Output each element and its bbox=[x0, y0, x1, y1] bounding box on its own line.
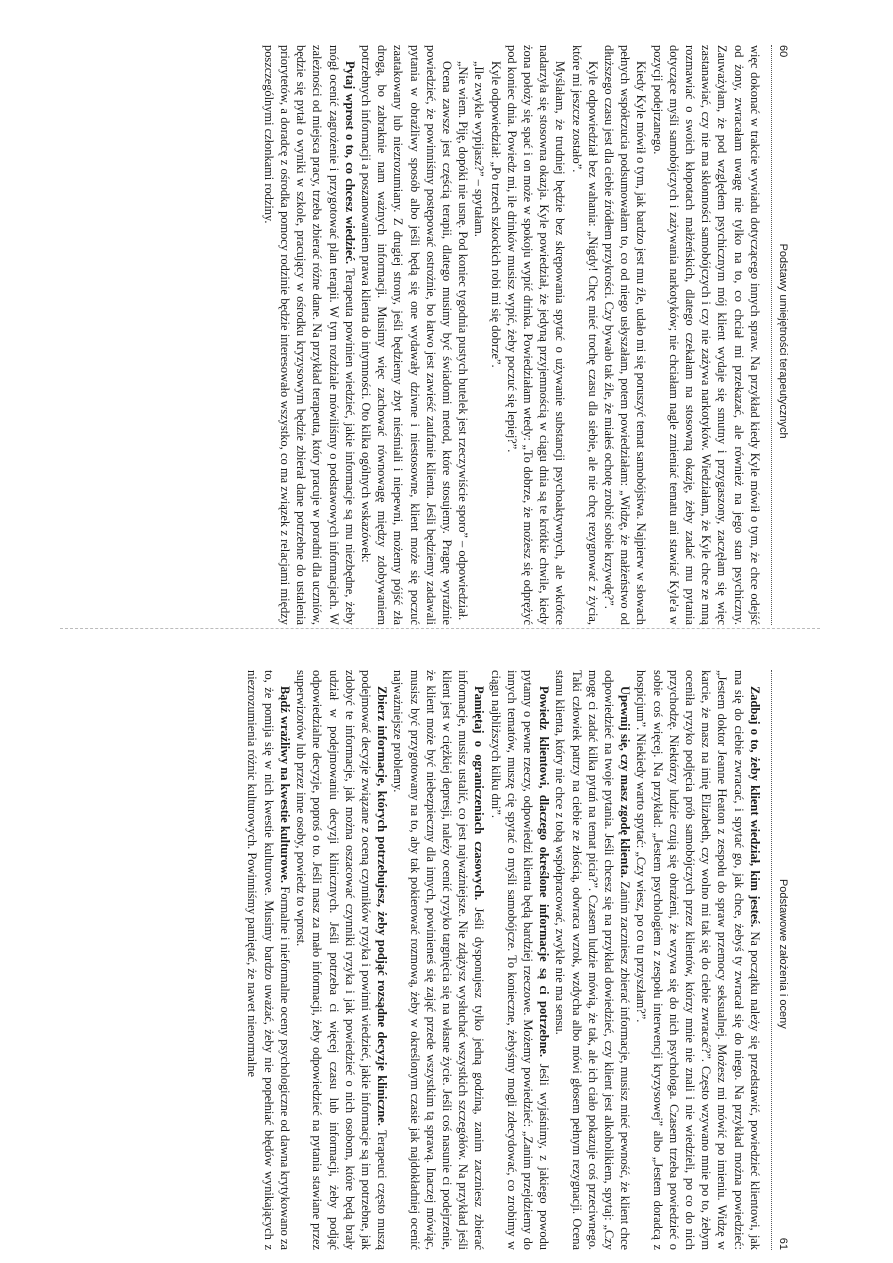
paragraph-text: Myślałam, że trudniej będzie bez skrępowania spytać o używanie substancji psychoaktywnych, ale wkrótce nadarzyła się stosowna okazja. Kyle powiedział, że jedyną przyjemnością w ciągu dnia są te krótkie chwile, kiedy żona położy się spać i on może w spokoju wypić drinka. Powiedziałam wtedy: „To dobrze, że możesz się odprężyć pod koniec dnia. Powiedz mi, ile drinków musisz wypić, żeby poczuć się lepiej?”. bbox=[504, 45, 568, 625]
paragraph-text: Terapeuta powinien wiedzieć, jakie informacje są mu niezbędne, żeby mógł ocenić zagrożenie i przygotować plan terapii. W tym rozdziale mówiliśmy o podstawowych informacjach. W zależności od miejsca pracy, trzeba zbierać różne dane. Na przykład terapeuta, który pracuje w poradni dla uczniów, będzie się pytał o wyniki w szkole, pracujący w ośrodku kryzysowym będzie zbierał dane potrzebne do ustalenia priorytetów, a doradcę z ośrodka pomocy rodzinie będzie interesowało wszystko, co ma związek z relacjami między poszczególnymi członkami rodziny. bbox=[261, 45, 357, 625]
paragraph-text: Na początku należy się przedstawić, powiedzieć klientowi, jak ma się do ciebie zwracać, i spytać go, jak chce, żebyś ty zwracał się do niego. Na przykład można powiedzieć: „Jestem doktor Jeanne Heaton z zespołu do spraw przemocy seksualnej. Możesz mi mówić po imieniu. Widzę w karcie, że masz na imię Elizabeth, czy wolno mi tak się do ciebie zwracać?”. Często wzywano mnie po to, żebym oceniła ryzyko podjęcia prób samobójczych przez klientów, którzy mnie nie znali i nie wiedzieli, po co do nich przychodzę. Niektórzy ludzie czują się obrażeni, że wzywa się do nich psychologa. Czasem trzeba powiedzieć o sobie coś więcej. Na przykład: „Jestem psychologiem z zespołu interwencji kryzysowej” albo „Jestem doradcą z hospicjum”. Niekiedy warto spytać: „Czy wiesz, po co tu przyszłam?”. bbox=[634, 670, 762, 1250]
paragraph-heading: Upewnij się, czy masz zgodę klienta. bbox=[618, 686, 633, 878]
paragraph bbox=[390, 670, 487, 1250]
paragraph-heading: Zadbaj o to, żeby klient wiedział, kim jesteś. bbox=[747, 686, 762, 928]
paragraph-heading: Powiedz klientowi, dlaczego określone informacje są ci potrzebne. bbox=[537, 686, 552, 1058]
paragraph bbox=[244, 670, 293, 1250]
page-divider bbox=[60, 628, 820, 631]
paragraph bbox=[568, 45, 600, 625]
paragraph bbox=[293, 670, 390, 1250]
paragraph-text: Kyle odpowiedział: „Po trzech szkockich robi mi się dobrze”. bbox=[488, 61, 503, 368]
running-head-title: Podstawy umiejętności terapeutycznych bbox=[777, 243, 789, 439]
paragraph-text: więc dokonać w trakcie wywiadu dotyczącego innych spraw. Na przykład kiedy Kyle mówił o tym, że chce odejść od żony, zwracałam uwagę nie tylko na to, co chciał mi przekazać, ale również na jego stan psychiczny. Zauważyłam, że pod względem psychicznym mój klient wydaje się smutny i przygaszony, zaczęłam się więc zastanawiać, czy nie ma skłonności samobójczych i czy nie zażywa narkotyków. Wiedziałam, że Kyle chce ze mną rozmawiać o swoich kłopotach małżeńskich, dlatego czekałam na stosowną okazję, żeby zadać mu pytania dotyczące myśli samobójczych i zażywania narkotyków; nie chciałam nagle zmieniać tematu ani stawiać Kyle'a w pozycji podejrzanego. bbox=[650, 45, 762, 625]
paragraph-text: Zanim zaczniesz zbierać informacje, musisz mieć pewność, że klient chce odpowiedzieć na twoje pytania. Jeśli chcesz się na przykład dowiedzieć, czy klient jest alkoholikiem, spytaj: „Czy mogę ci zadać kilka pytań na temat picia?”. Czasem ludzie mówią, że tak, ale ich ciało pokazuje coś przeciwnego. Taki człowiek patrzy na ciebie ze złością, odwraca wzrok, wzdycha albo mówi głosem pełnym rezygnacji. Ocena stanu klienta, który nie chce z tobą współpracować, zwykle nie ma sensu. bbox=[553, 670, 633, 1250]
paragraph bbox=[552, 670, 633, 1250]
paragraph bbox=[504, 45, 569, 625]
paragraph bbox=[649, 45, 762, 625]
paragraph-heading: Zbierz informacje, których potrzebujesz, żeby podjąć rozsądne decyzje kliniczne. bbox=[375, 686, 390, 1126]
page-body bbox=[261, 45, 763, 625]
book-page-61 bbox=[41, 670, 791, 1250]
paragraph bbox=[487, 670, 552, 1250]
paragraph bbox=[487, 45, 503, 625]
running-head bbox=[771, 45, 791, 625]
paragraph-text: Jeśli wyjaśnimy, z jakiego powodu pytamy o pewne rzeczy, odpowiedzi klienta będą bardziej rzeczowe. Możemy powiedzieć: „Zanim przejdziemy do innych tematów, muszę cię spytać o myśli samobójcze. To konieczne, żebyśmy mogli zdecydować, co zrobimy w ciągu najbliższych kilku dni”. bbox=[488, 670, 552, 1250]
paragraph bbox=[633, 670, 763, 1250]
paragraph-text: Kiedy Kyle mówił o tym, jak bardzo jest mu źle, udało mi się poruszyć temat samobójstwa. Najpierw w słowach pełnych współczucia podsumowałam to, co od niego usłyszałam, potem powiedziałam: „Widzę, że małżeństwo od dłuższego czasu jest dla ciebie źródłem przykrości. Czy bywało tak źle, że miałeś ochotę zrobić sobie krzywdę?”. bbox=[601, 45, 649, 625]
paragraph-text: Kyle odpowiedział bez wahania: „Nigdy! Chcę mieć trochę czasu dla siebie, ale nie chcę rezygnować z życia, które mi jeszcze zostało”. bbox=[569, 45, 600, 625]
paragraph-text: Terapeuci często muszą podejmować decyzje związane z oceną czynników ryzyka i powinni wiedzieć, jakie informacje są im potrzebne, jak zdobyć te informacje, jak można oszacować czynniki ryzyka i jak powiedzieć o nich osobom, które będą brały udział w podejmowaniu decyzji klinicznych. Jeśli potrzeba ci więcej czasu lub informacji, żeby podjąć odpowiedzialne decyzje, poproś o to. Jeśli masz za mało informacji, żeby odpowiedzieć na pytania stawiane przez superwizorów lub przez inne osoby, powiedz to wprost. bbox=[294, 670, 390, 1250]
paragraph bbox=[455, 45, 471, 625]
paragraph-text: Ocena zawsze jest częścią terapii, dlatego musimy być świadomi metod, które stosujemy. Pragnę wyraźnie powiedzieć, że powinniśmy postępować ostrożnie, bo łatwo jest zawieść zaufanie klienta. Jeśli będziemy zadawali pytania w obraźliwy sposób albo jeśli będą się one wydawały dziwne i niestosowne, klient może się poczuć zaatakowany lub niezrozumiany. Z drugiej strony, jeśli będziemy zbyt nieśmiali i niepewni, możemy pójść zła drogą, bo zabraknie nam ważnych informacji. Musimy więc zachować równowagę między zdobywaniem potrzebnych informacji a poszanowaniem prawa klienta do intymności. Oto kilka ogólnych wskazówek: bbox=[358, 45, 454, 625]
paragraph-heading: Pytaj wprost o to, co chcesz wiedzieć. bbox=[342, 61, 357, 265]
paragraph-text: Jeśli dysponujesz tylko jedną godziną, zanim zaczniesz zbierać informacje, musisz ustalić, co jest najważniejsze. Nie zdążysz wysłuchać wszystkich szczegółów. Na przykład jeśli klient jest w ciężkiej depresji, należy ocenić ryzyko targnięcia się na własne życie. Jeśli coś nasunie ci podejrzenie, że klient może być niebezpieczny dla innych, powinieneś się zająć przede wszystkim tą sprawą. Inaczej mówiąc, musisz być przygotowany na to, aby tak pokierować rozmową, żeby w określonym czasie jak najdokładniej ocenić najważniejsze problemy. bbox=[391, 670, 487, 1250]
page-number: 60 bbox=[777, 45, 789, 58]
page-number: 61 bbox=[777, 1237, 789, 1250]
paragraph bbox=[358, 45, 455, 625]
paragraph-heading: Pamiętaj o ograniczeniach czasowych. bbox=[472, 686, 487, 901]
running-head bbox=[771, 670, 791, 1250]
paragraph bbox=[261, 45, 358, 625]
paragraph-text: Formalne i nieformalne oceny psychologiczne od dawna krytykowano za to, że pomija się w nich kwestie kulturowe. Musimy bardzo uważać, żeby nie popełniać błędów wynikających z niezrozumienia różnic kulturowych. Powinniśmy pamiętać, że nawet nienormalne bbox=[245, 670, 292, 1250]
paragraph bbox=[471, 45, 487, 625]
paragraph-heading: Bądź wrażliwy na kwestie kulturowe. bbox=[277, 686, 292, 884]
page-body bbox=[244, 670, 763, 1250]
running-head-title: Podstawowe założenia i oceny bbox=[777, 878, 789, 1029]
paragraph-text: „Ile zwykle wypijasz?” – spytałam. bbox=[472, 61, 487, 237]
paragraph bbox=[601, 45, 650, 625]
book-page-60 bbox=[41, 45, 791, 625]
paragraph-text: „Nie wiem. Piję, dopóki nie usnę. Pod koniec tygodnia pustych butelek jest rzeczywiście sporo” – odpowiedział. bbox=[456, 61, 471, 621]
